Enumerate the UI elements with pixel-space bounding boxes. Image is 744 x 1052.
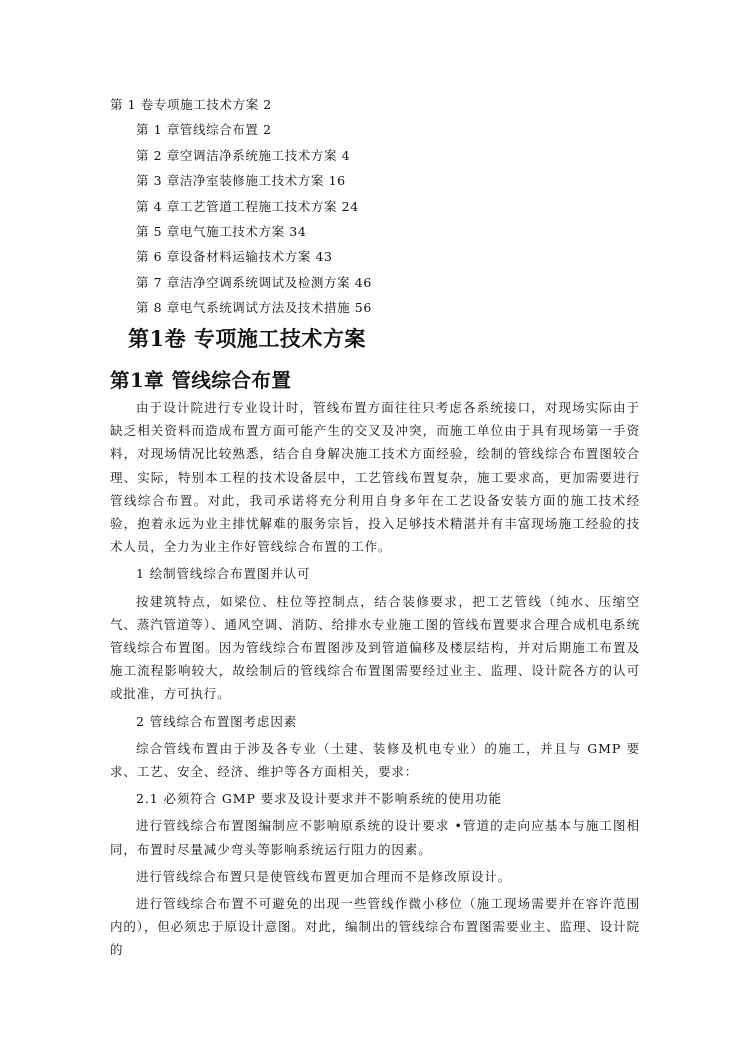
chapter-heading: 第1章 管线综合布置 [110,369,292,392]
toc-volume-entry[interactable]: 第 1 卷专项施工技术方案 2 [110,97,272,112]
body-paragraph: 进行管线综合布置只是使管线布置更加合理而不是修改原设计。 [136,868,512,884]
section-heading: 1 绘制管线综合布置图并认可 [136,566,311,582]
toc-chapter-entry[interactable]: 第 8 章电气系统调试方法及技术措施 56 [136,300,372,316]
body-paragraph: 综合管线布置由于涉及各专业（土建、装修及机电专业）的施工，并且与 GMP 要求、工艺、安全、经济、维护等各方面相关，要求： [110,740,640,780]
toc-chapter-entry[interactable]: 第 6 章设备材料运输技术方案 43 [136,249,333,265]
subsection-heading: 2.1 必须符合 GMP 要求及设计要求并不影响系统的使用功能 [136,791,502,807]
table-of-contents [110,92,670,321]
toc-chapter-entry[interactable]: 第 1 章管线综合布置 2 [136,122,272,138]
toc-chapter-entry[interactable]: 第 2 章空调洁净系统施工技术方案 4 [136,147,351,163]
body-paragraph: 进行管线综合布置图编制应不影响原系统的设计要求 •管道的走向应基本与施工图相同，布置时尽量减少弯头等影响系统运行阻力的因素。 [110,818,640,857]
section-heading: 2 管线综合布置图考虑因素 [136,713,298,729]
toc-chapter-entry[interactable]: 第 4 章工艺管道工程施工技术方案 24 [136,198,359,214]
body-paragraph: 按建筑特点，如梁位、柱位等控制点，结合装修要求，把工艺管线（纯水、压缩空气、蒸汽管道等）、通风空调、消防、给排水专业施工图的管线布置要求合理合成机电系统管线综合布置图。因为管线综合布置图涉及到管道偏移及楼层结构，并对后期施工布置及施工流程影响较大，故绘制后的管线综合布置图需要经过业主、监理、设计院各方的认可或批准，方可执行。 [110,593,640,702]
body-paragraph: 进行管线综合布置不可避免的出现一些管线作微小移位（施工现场需要并在容许范围内的），但必须忠于原设计意图。对此，编制出的管线综合布置图需要业主、监理、设计院的 [110,896,640,958]
toc-chapter-entry[interactable]: 第 3 章洁净室装修施工技术方案 16 [136,173,346,189]
chapter-body [110,396,640,966]
body-paragraph: 由于设计院进行专业设计时，管线布置方面往往只考虑各系统接口，对现场实际由于缺乏相关资料而造成布置方面可能产生的交叉及冲突，而施工单位由于具有现场第一手资料，对现场情况比较熟悉，结合自身解决施工技术方面经验，绘制的管线综合布置图较合理、实际，特别本工程的技术设备层中，工艺管线布置复杂，施工要求高，更加需要进行管线综合布置。对此，我司承诺将充分利用自身多年在工艺设备安装方面的施工技术经验，抱着永远为业主排忧解难的服务宗旨，投入足够技术精湛并有丰富现场施工经验的技术人员，全力为业主作好管线综合布置的工作。 [110,400,640,555]
toc-chapter-entry[interactable]: 第 7 章洁净空调系统调试及检测方案 46 [136,274,372,290]
toc-chapter-entry[interactable]: 第 5 章电气施工技术方案 34 [136,223,307,239]
volume-heading: 第1卷 专项施工技术方案 [128,326,366,351]
